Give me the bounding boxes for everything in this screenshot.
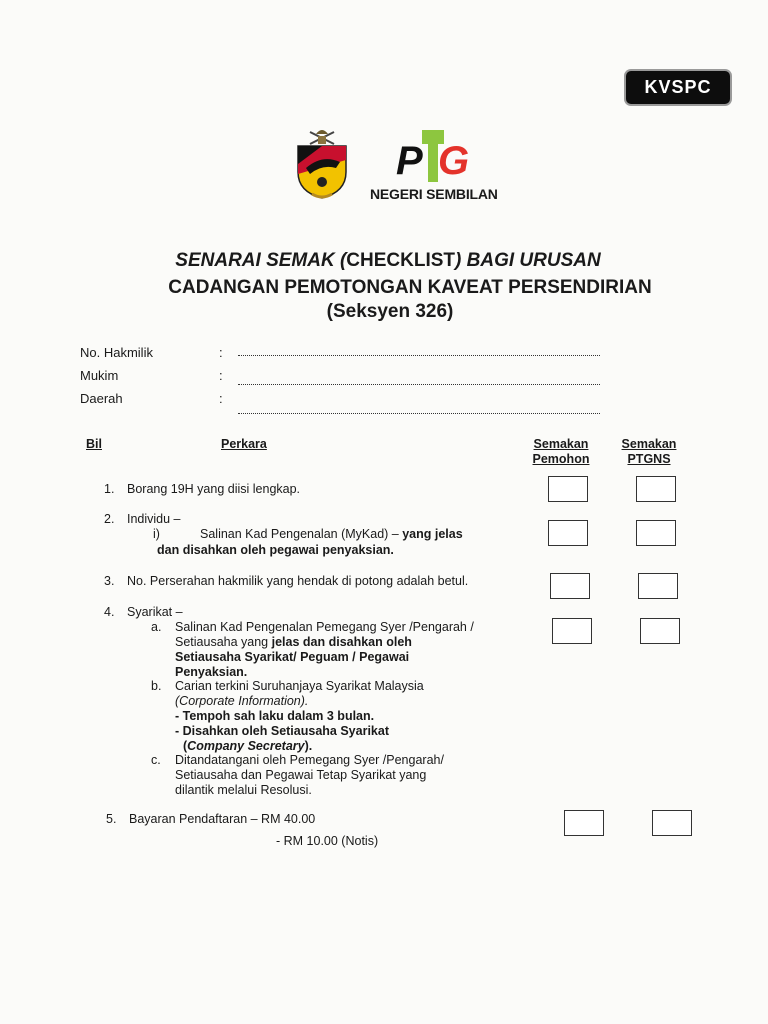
sub-item-number: b. <box>151 679 162 693</box>
header-semakan-ptgns: Semakan PTGNS <box>621 437 677 466</box>
field-label-no-hakmilik: No. Hakmilik <box>80 345 153 360</box>
ptg-logo <box>394 130 474 182</box>
field-label-mukim: Mukim <box>80 368 119 383</box>
item-text: Bayaran Pendaftaran – RM 40.00 <box>129 812 316 826</box>
sub-item-number: a. <box>151 620 162 634</box>
checkbox-ptgns-1[interactable] <box>636 476 676 502</box>
item-number: 5. <box>106 812 117 826</box>
header-bil: Bil <box>86 437 102 451</box>
item-number: 2. <box>104 512 115 526</box>
item-text: - Disahkan oleh Setiausaha Syarikat <box>175 724 389 738</box>
item-text: Carian terkini Suruhanjaya Syarikat Malaysia <box>175 679 424 693</box>
item-text: Setiausaha Syarikat/ Peguam / Pegawai <box>175 650 410 664</box>
item-text: Penyaksian. <box>175 665 248 679</box>
item-text: Ditandatangani oleh Pemegang Syer /Pengarah/ <box>175 753 444 767</box>
item-text: No. Perserahan hakmilik yang hendak di potong adalah betul. <box>127 574 469 588</box>
item-number: 3. <box>104 574 115 588</box>
ptg-subtitle: NEGERI SEMBILAN <box>370 186 498 202</box>
item-text: dilantik melalui Resolusi. <box>175 783 312 797</box>
item-text: Salinan Kad Pengenalan (MyKad) – yang jelas <box>200 527 463 541</box>
state-crest-logo <box>292 124 352 200</box>
page-title-line3: (Seksyen 326) <box>326 301 454 322</box>
checkbox-ptgns-2[interactable] <box>636 520 676 546</box>
item-text: dan disahkan oleh pegawai penyaksian. <box>157 543 394 557</box>
checkbox-pemohon-1[interactable] <box>548 476 588 502</box>
field-colon: : <box>219 391 223 406</box>
item-text: Syarikat – <box>127 605 183 619</box>
form-code-badge: KVSPC <box>626 71 730 104</box>
header-perkara: Perkara <box>221 437 267 451</box>
item-number: 1. <box>104 482 115 496</box>
page-title-line1: SENARAI SEMAK (CHECKLIST) BAGI URUSAN <box>175 250 601 271</box>
checkbox-pemohon-2[interactable] <box>548 520 588 546</box>
checkbox-ptgns-5[interactable] <box>652 810 692 836</box>
item-text: Individu – <box>127 512 181 526</box>
item-text: Borang 19H yang diisi lengkap. <box>127 482 301 496</box>
checkbox-pemohon-3[interactable] <box>550 573 590 599</box>
field-mukim-input[interactable] <box>238 384 600 385</box>
header-semakan-pemohon: Semakan Pemohon <box>532 437 590 466</box>
svg-text:G: G <box>438 139 470 182</box>
item-text: (Company Secretary). <box>183 739 313 753</box>
svg-text:P: P <box>396 139 423 182</box>
item-text: - RM 10.00 (Notis) <box>276 834 379 848</box>
checkbox-pemohon-5[interactable] <box>564 810 604 836</box>
field-colon: : <box>219 345 223 360</box>
page-title-line2: CADANGAN PEMOTONGAN KAVEAT PERSENDIRIAN <box>168 277 652 298</box>
checkbox-ptgns-3[interactable] <box>638 573 678 599</box>
item-number: 4. <box>104 605 115 619</box>
checkbox-pemohon-4[interactable] <box>552 618 592 644</box>
field-label-daerah: Daerah <box>80 391 123 406</box>
field-no-hakmilik-input[interactable] <box>238 355 600 356</box>
field-daerah-input[interactable] <box>238 413 600 414</box>
item-text: Salinan Kad Pengenalan Pemegang Syer /Pengarah / <box>175 620 474 634</box>
item-text: Setiausaha dan Pegawai Tetap Syarikat yang <box>175 768 427 782</box>
field-colon: : <box>219 368 223 383</box>
sub-item-number: c. <box>151 753 161 767</box>
item-text: (Corporate Information). <box>175 694 309 708</box>
sub-item-number: i) <box>153 527 160 541</box>
checkbox-ptgns-4[interactable] <box>640 618 680 644</box>
item-text: - Tempoh sah laku dalam 3 bulan. <box>175 709 375 723</box>
item-text: Setiausaha yang jelas dan disahkan oleh <box>175 635 412 649</box>
